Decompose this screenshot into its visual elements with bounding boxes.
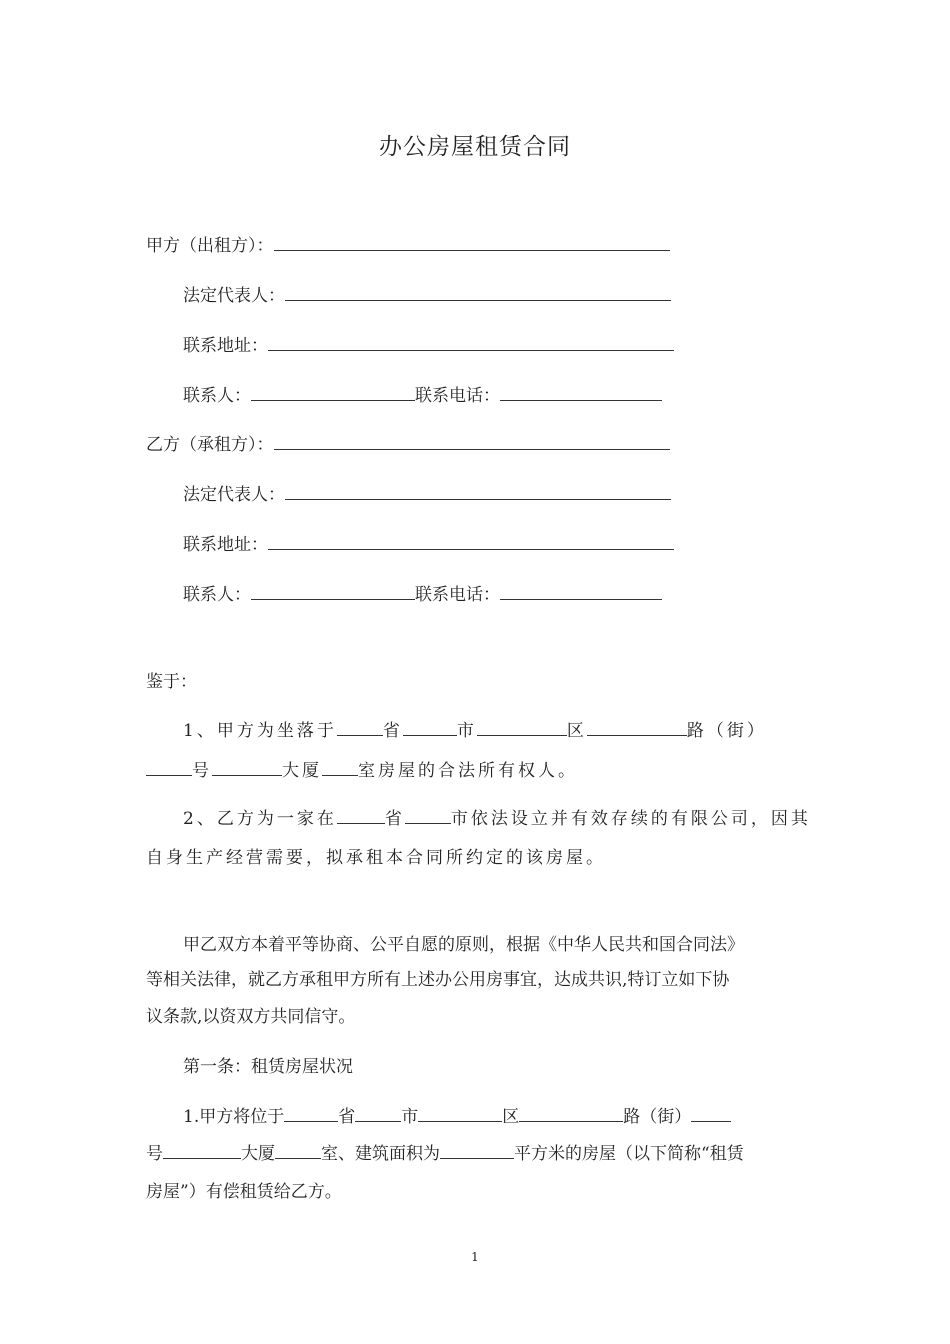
item1-road-label: 路（街） — [686, 721, 767, 741]
party-a-rep-line — [183, 283, 671, 308]
whereas-heading: 鉴于： — [146, 672, 197, 692]
art1-number-blank[interactable] — [691, 1104, 731, 1122]
art1-room-label: 室、建筑面积为 — [321, 1144, 440, 1164]
party-a-contact-label: 联系人： — [183, 386, 251, 406]
preamble-line3: 议条款,以资双方共同信守。 — [146, 1007, 356, 1027]
party-a-addr-blank[interactable] — [268, 333, 674, 351]
art1-number-label: 号 — [146, 1144, 163, 1164]
party-a-contact-blank[interactable] — [251, 383, 415, 401]
item1-room-blank[interactable] — [322, 758, 358, 776]
art1-province-label: 省 — [338, 1107, 356, 1127]
party-b-rep-label: 法定代表人： — [183, 485, 285, 505]
item2-province-label: 省 — [384, 809, 405, 829]
party-a-line — [146, 233, 670, 258]
item1-district-label: 区 — [566, 721, 587, 741]
item1-city-label: 市 — [456, 721, 477, 741]
party-a-addr-label: 联系地址： — [183, 336, 268, 356]
page-number: 1 — [471, 1250, 479, 1264]
party-a-phone-label: 联系电话： — [415, 386, 500, 406]
party-b-blank[interactable] — [274, 432, 670, 450]
party-b-addr-blank[interactable] — [268, 532, 674, 550]
whereas-item2-line2: 自身生产经营需要，拟承租本合同所约定的该房屋。 — [146, 848, 606, 868]
preamble-line1: 甲乙双方本着平等协商、公平自愿的原则，根据《中华人民共和国合同法》 — [183, 935, 744, 955]
preamble-line2: 等相关法律，就乙方承租甲方所有上述办公用房事宜，达成共识,特订立如下协 — [146, 970, 730, 990]
party-a-contact-line — [183, 383, 662, 408]
whereas-item2-prefix: 2、乙方为一家在 — [183, 809, 337, 829]
item1-city-blank[interactable] — [403, 718, 457, 736]
whereas-item1-line2 — [146, 758, 578, 783]
item1-district-blank[interactable] — [477, 718, 567, 736]
party-b-phone-label: 联系电话： — [415, 585, 500, 605]
party-a-phone-blank[interactable] — [500, 383, 662, 401]
party-a-label: 甲方（出租方）： — [146, 236, 274, 256]
article1-heading: 第一条：租赁房屋状况 — [183, 1057, 353, 1077]
party-a-rep-blank[interactable] — [285, 283, 671, 301]
art1-district-blank[interactable] — [418, 1104, 502, 1122]
article1-line2 — [146, 1141, 744, 1166]
art1-room-blank[interactable] — [275, 1141, 321, 1159]
article1-prefix: 1.甲方将位于 — [183, 1107, 285, 1127]
item1-province-blank[interactable] — [337, 718, 383, 736]
art1-building-label: 大厦 — [241, 1144, 275, 1164]
party-b-line — [146, 432, 670, 457]
item1-building-label: 大厦 — [282, 761, 322, 781]
article1-line1 — [183, 1104, 731, 1129]
art1-road-blank[interactable] — [519, 1104, 623, 1122]
party-a-blank[interactable] — [274, 233, 670, 251]
art1-area-blank[interactable] — [440, 1141, 514, 1159]
whereas-item2-line1 — [183, 806, 811, 831]
article1-line3: 房屋”）有偿租赁给乙方。 — [146, 1182, 342, 1202]
item2-city-blank[interactable] — [405, 806, 451, 824]
item1-building-blank[interactable] — [212, 758, 282, 776]
party-b-contact-blank[interactable] — [251, 582, 415, 600]
item1-road-blank[interactable] — [587, 718, 687, 736]
party-b-label: 乙方（承租方）： — [146, 435, 274, 455]
art1-district-label: 区 — [502, 1107, 520, 1127]
party-b-addr-line — [183, 532, 674, 557]
item1-room-label: 室房屋的合法所有权人。 — [358, 761, 578, 781]
party-b-phone-blank[interactable] — [500, 582, 662, 600]
party-b-contact-label: 联系人： — [183, 585, 251, 605]
art1-province-blank[interactable] — [284, 1104, 338, 1122]
item1-number-blank[interactable] — [146, 758, 192, 776]
party-b-rep-line — [183, 482, 671, 507]
art1-building-blank[interactable] — [163, 1141, 241, 1159]
whereas-item1-prefix: 1、甲方为坐落于 — [183, 721, 337, 741]
art1-area-label: 平方米的房屋（以下简称“租赁 — [514, 1144, 744, 1164]
item1-number-label: 号 — [192, 761, 212, 781]
page-title: 办公房屋租赁合同 — [379, 134, 571, 160]
art1-road-label: 路（街） — [623, 1107, 692, 1127]
party-b-rep-blank[interactable] — [285, 482, 671, 500]
item2-province-blank[interactable] — [337, 806, 385, 824]
whereas-item1-line1 — [183, 718, 767, 743]
whereas-item2-suffix: 市依法设立并有效存续的有限公司，因其 — [450, 809, 811, 829]
art1-city-label: 市 — [401, 1107, 419, 1127]
item1-province-label: 省 — [382, 721, 403, 741]
party-a-addr-line — [183, 333, 674, 358]
art1-city-blank[interactable] — [355, 1104, 401, 1122]
party-b-addr-label: 联系地址： — [183, 535, 268, 555]
party-b-contact-line — [183, 582, 662, 607]
party-a-rep-label: 法定代表人： — [183, 286, 285, 306]
